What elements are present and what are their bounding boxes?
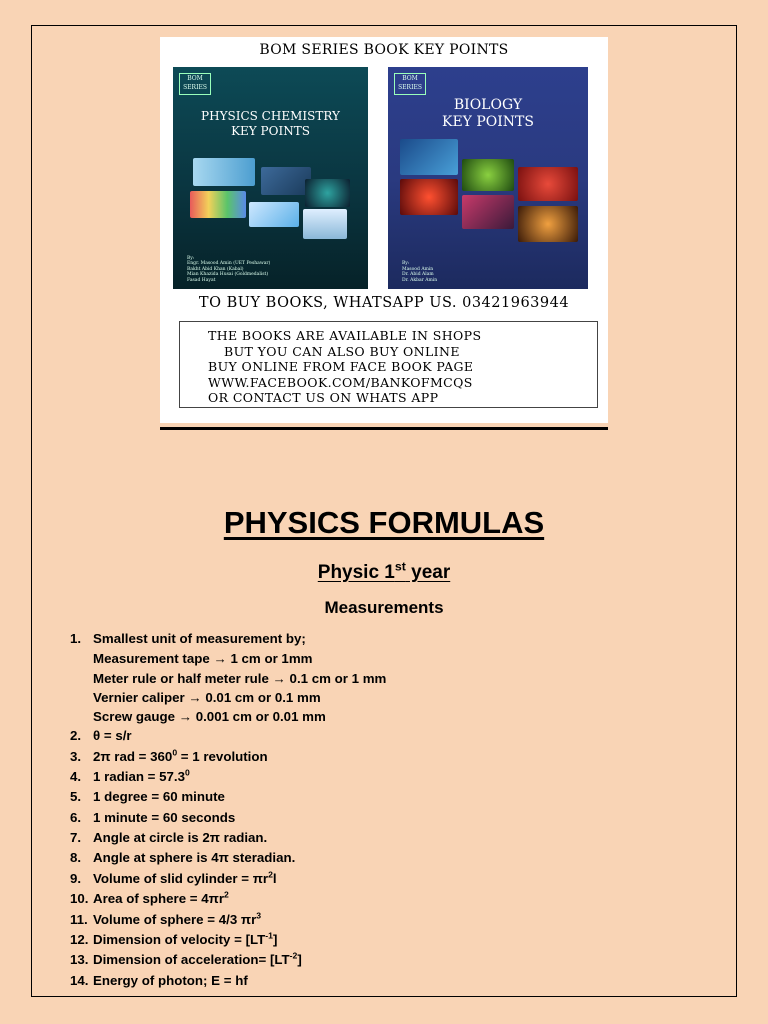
cover-image-chromosome (462, 195, 514, 229)
facebook-link[interactable]: WWW.FACEBOOK.COM/BANKOFMCQS (208, 374, 473, 390)
list-item: 10. Area of sphere = $4\pi r^2$ (70, 889, 229, 907)
cover-image-lab (303, 209, 347, 239)
sub-item: Meter rule or half meter rule → 0.1 cm or 1 mm (93, 670, 387, 686)
list-item: 7. Angle at circle is 2π radian. (70, 830, 268, 846)
list-item: 2. θ = s/r (70, 728, 132, 744)
whatsapp-contact: TO BUY BOOKS, WHATSAPP US. 03421963944 (198, 295, 570, 311)
sub-item: Measurement tape → 1 cm or 1mm (93, 651, 313, 667)
section-heading: Measurements (324, 598, 444, 617)
list-item: 8. Angle at sphere is 4π steradian. (70, 850, 296, 866)
availability-line: OR CONTACT US ON WHATS APP (208, 390, 439, 405)
list-item: 6. 1 minute = 60 seconds (70, 809, 236, 825)
page-title: PHYSICS FORMULAS (223, 505, 545, 540)
book-title: PHYSICS CHEMISTRY KEY POINTS (201, 109, 340, 138)
availability-line: BUT YOU CAN ALSO BUY ONLINE (224, 343, 460, 359)
cover-image-circuit (261, 167, 311, 195)
cover-image-pendulum (193, 158, 255, 186)
list-item: 9. Volume of slid cylinder = $\pi r^2l$ (70, 869, 277, 886)
cover-image-dna (400, 139, 458, 175)
ad-title: BOM SERIES BOOK KEY POINTS (259, 42, 509, 58)
cover-image-blood-cells (518, 167, 578, 201)
list-item: 11. Volume of sphere = 4/3 $\pi r^3$ (70, 910, 262, 927)
book-advertisement (160, 37, 608, 423)
cover-image-flasks (190, 191, 246, 218)
cover-image-molecule (249, 202, 299, 227)
cover-image-neuron (518, 206, 578, 242)
cover-image-galaxy (305, 179, 350, 207)
list-item: 14. Energy of photon; E = hf (70, 972, 248, 988)
book-authors: By: Masood Amin Dr. Abid Alam Dr. Akbar Amin (402, 261, 438, 283)
book-title: BIOLOGY KEY POINTS (442, 97, 534, 130)
list-item: 3. 2π rad = $360^0 = 1$ revolution (70, 747, 268, 764)
availability-line: THE BOOKS ARE AVAILABLE IN SHOPS (208, 328, 482, 343)
list-item: 4. 1 radian = $57.3^0$ (70, 767, 190, 784)
series-badge: BOM SERIES (394, 73, 426, 95)
list-item: 1. Smallest unit of measurement by; (70, 631, 306, 646)
horizontal-divider (160, 427, 608, 430)
list-item: 5. 1 degree = 60 minute (70, 789, 225, 805)
book-cover-physics-chemistry (173, 67, 368, 289)
cover-image-virus (462, 159, 514, 191)
series-badge: BOM SERIES (179, 73, 211, 95)
availability-box (179, 321, 598, 408)
availability-line: BUY ONLINE FROM FACE BOOK PAGE (208, 359, 474, 374)
sub-item: Screw gauge → 0.001 cm or 0.01 mm (93, 708, 326, 724)
sub-item: Vernier caliper → 0.01 cm or 0.1 mm (93, 689, 321, 705)
book-cover-biology (388, 67, 588, 289)
page-subtitle: Physic 1st year (317, 559, 451, 583)
list-item: 13. Dimension of acceleration= $[LT^{-2}]$ (70, 951, 302, 968)
list-item: 12. Dimension of velocity = $[LT^{-1}]$ (70, 930, 278, 948)
formula-list (70, 629, 730, 991)
cover-image-organ (400, 179, 458, 215)
book-authors: By: Engr. Masood Amin (UET Peshawar) Bakht Abid Khan (Kabal) Mian Khazida Husai (Goldmedalist) Fasad Hayat (187, 255, 271, 283)
